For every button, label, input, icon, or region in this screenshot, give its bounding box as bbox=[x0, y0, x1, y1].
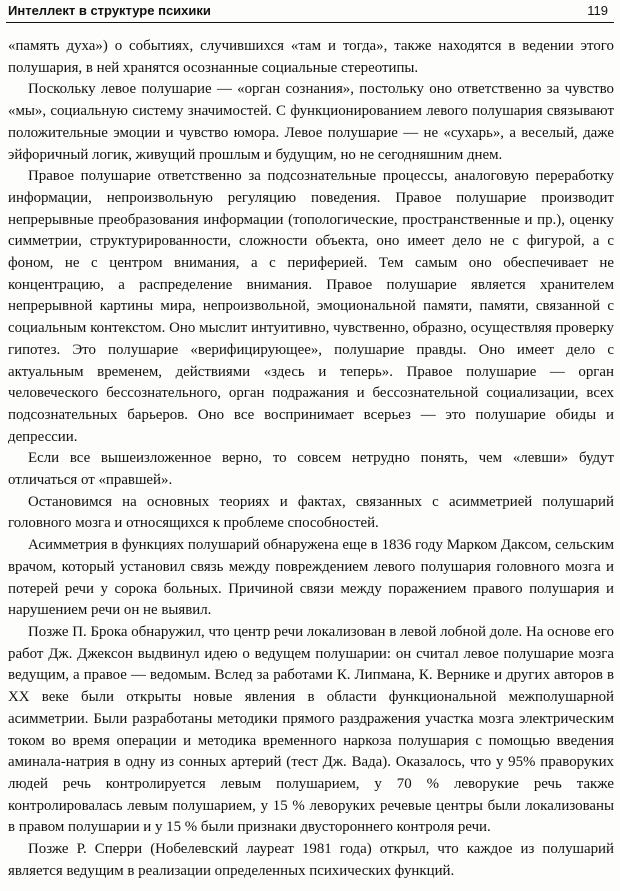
paragraph: «память духа») о событиях, случившихся «там и тогда», также находятся в ведении этого полушария, в ней хранятся осознанные социальные стереотипы. bbox=[8, 38, 614, 76]
paragraph: Правое полушарие ответственно за подсознательные процессы, аналоговую переработку информации, непроизвольную регуляцию поведения. Правое полушарие производит непрерывные преобразования информации (топологические, пространственные и пр.), оценку симметрии, структурированности, сложности объекта, оно имеет дело не с фигурой, а с фоном, не с центром внимания, а с периферией. Тем самым оно обеспечивает не концентрацию, а распределение внимания. Правое полушарие является хранителем непрерывной картины мира, непроизвольной, эмоциональной памяти, памяти, связанной с социальным контекстом. Оно мыслит интуитивно, чувственно, образно, осуществляя проверку гипотез. Это полушарие «верифицирующее», полушарие правды. Оно имеет дело с актуальным временем, действиями «здесь и теперь». Правое полушарие — орган человеческого бессознательного, орган подражания и бессознательной социализации, всех подсознательных барьеров. Оно все воспринимает всерьез — это полушарие обиды и депрессии. bbox=[8, 168, 614, 445]
paragraph: Позже Р. Сперри (Нобелевский лауреат 1981 года) открыл, что каждое из полушарий является ведущим в реализации определенных психических функций. bbox=[8, 841, 614, 879]
running-head bbox=[6, 2, 614, 23]
body-text bbox=[8, 36, 614, 882]
paragraph: Позже П. Брока обнаружил, что центр речи локализован в левой лобной доле. На основе его работ Дж. Джексон выдвинул идею о ведущем полушарии: он считал левое полушарие мозга ведущим, а правое — ведомым. Вслед за работами К. Липмана, К. Вернике и других авторов в XX веке были открыты новые явления в области функциональной межполушарной асимметрии. Были разработаны методики прямого раздражения участка мозга электрическим током во время операции и методика временного наркоза полушария с помощью введения аминала-натрия в одну из сонных артерий (тест Дж. Вада). Оказалось, что у 95% праворуких людей речь контролируется левым полушарием, у 70 % леворукие речь также контролировалась левым полушарием, у 15 % леворуких речевые центры были локализованы в правом полушарии и у 15 % были признаки двустороннего контроля речи. bbox=[8, 623, 614, 836]
section-title: Интеллект в структуре психики bbox=[8, 3, 211, 18]
page-number: 119 bbox=[587, 3, 608, 18]
paragraph: Остановимся на основных теориях и фактах, связанных с асимметрией полушарий головного мозга и относящихся к проблеме способностей. bbox=[8, 493, 614, 532]
paragraph: Поскольку левое полушарие — «орган сознания», постольку оно ответственно за чувство «мы», социальную систему значимостей. С функционированием левого полушария связывают положительные эмоции и чувство юмора. Левое полушарие — не «сухарь», а веселый, даже эйфоричный логик, живущий прошлым и будущим, но не сегодняшним днем. bbox=[8, 81, 614, 163]
paragraph: Асимметрия в функциях полушарий обнаружена еще в 1836 году Марком Даксом, сельским врачом, который установил связь между повреждением левого полушария головного мозга и потерей речи у сорока больных. Причиной связи между поражением правого полушария и нарушением речи он не выявил. bbox=[8, 537, 614, 619]
paragraph: Если все вышеизложенное верно, то совсем нетрудно понять, чем «левши» будут отличаться от «правшей». bbox=[8, 450, 614, 489]
